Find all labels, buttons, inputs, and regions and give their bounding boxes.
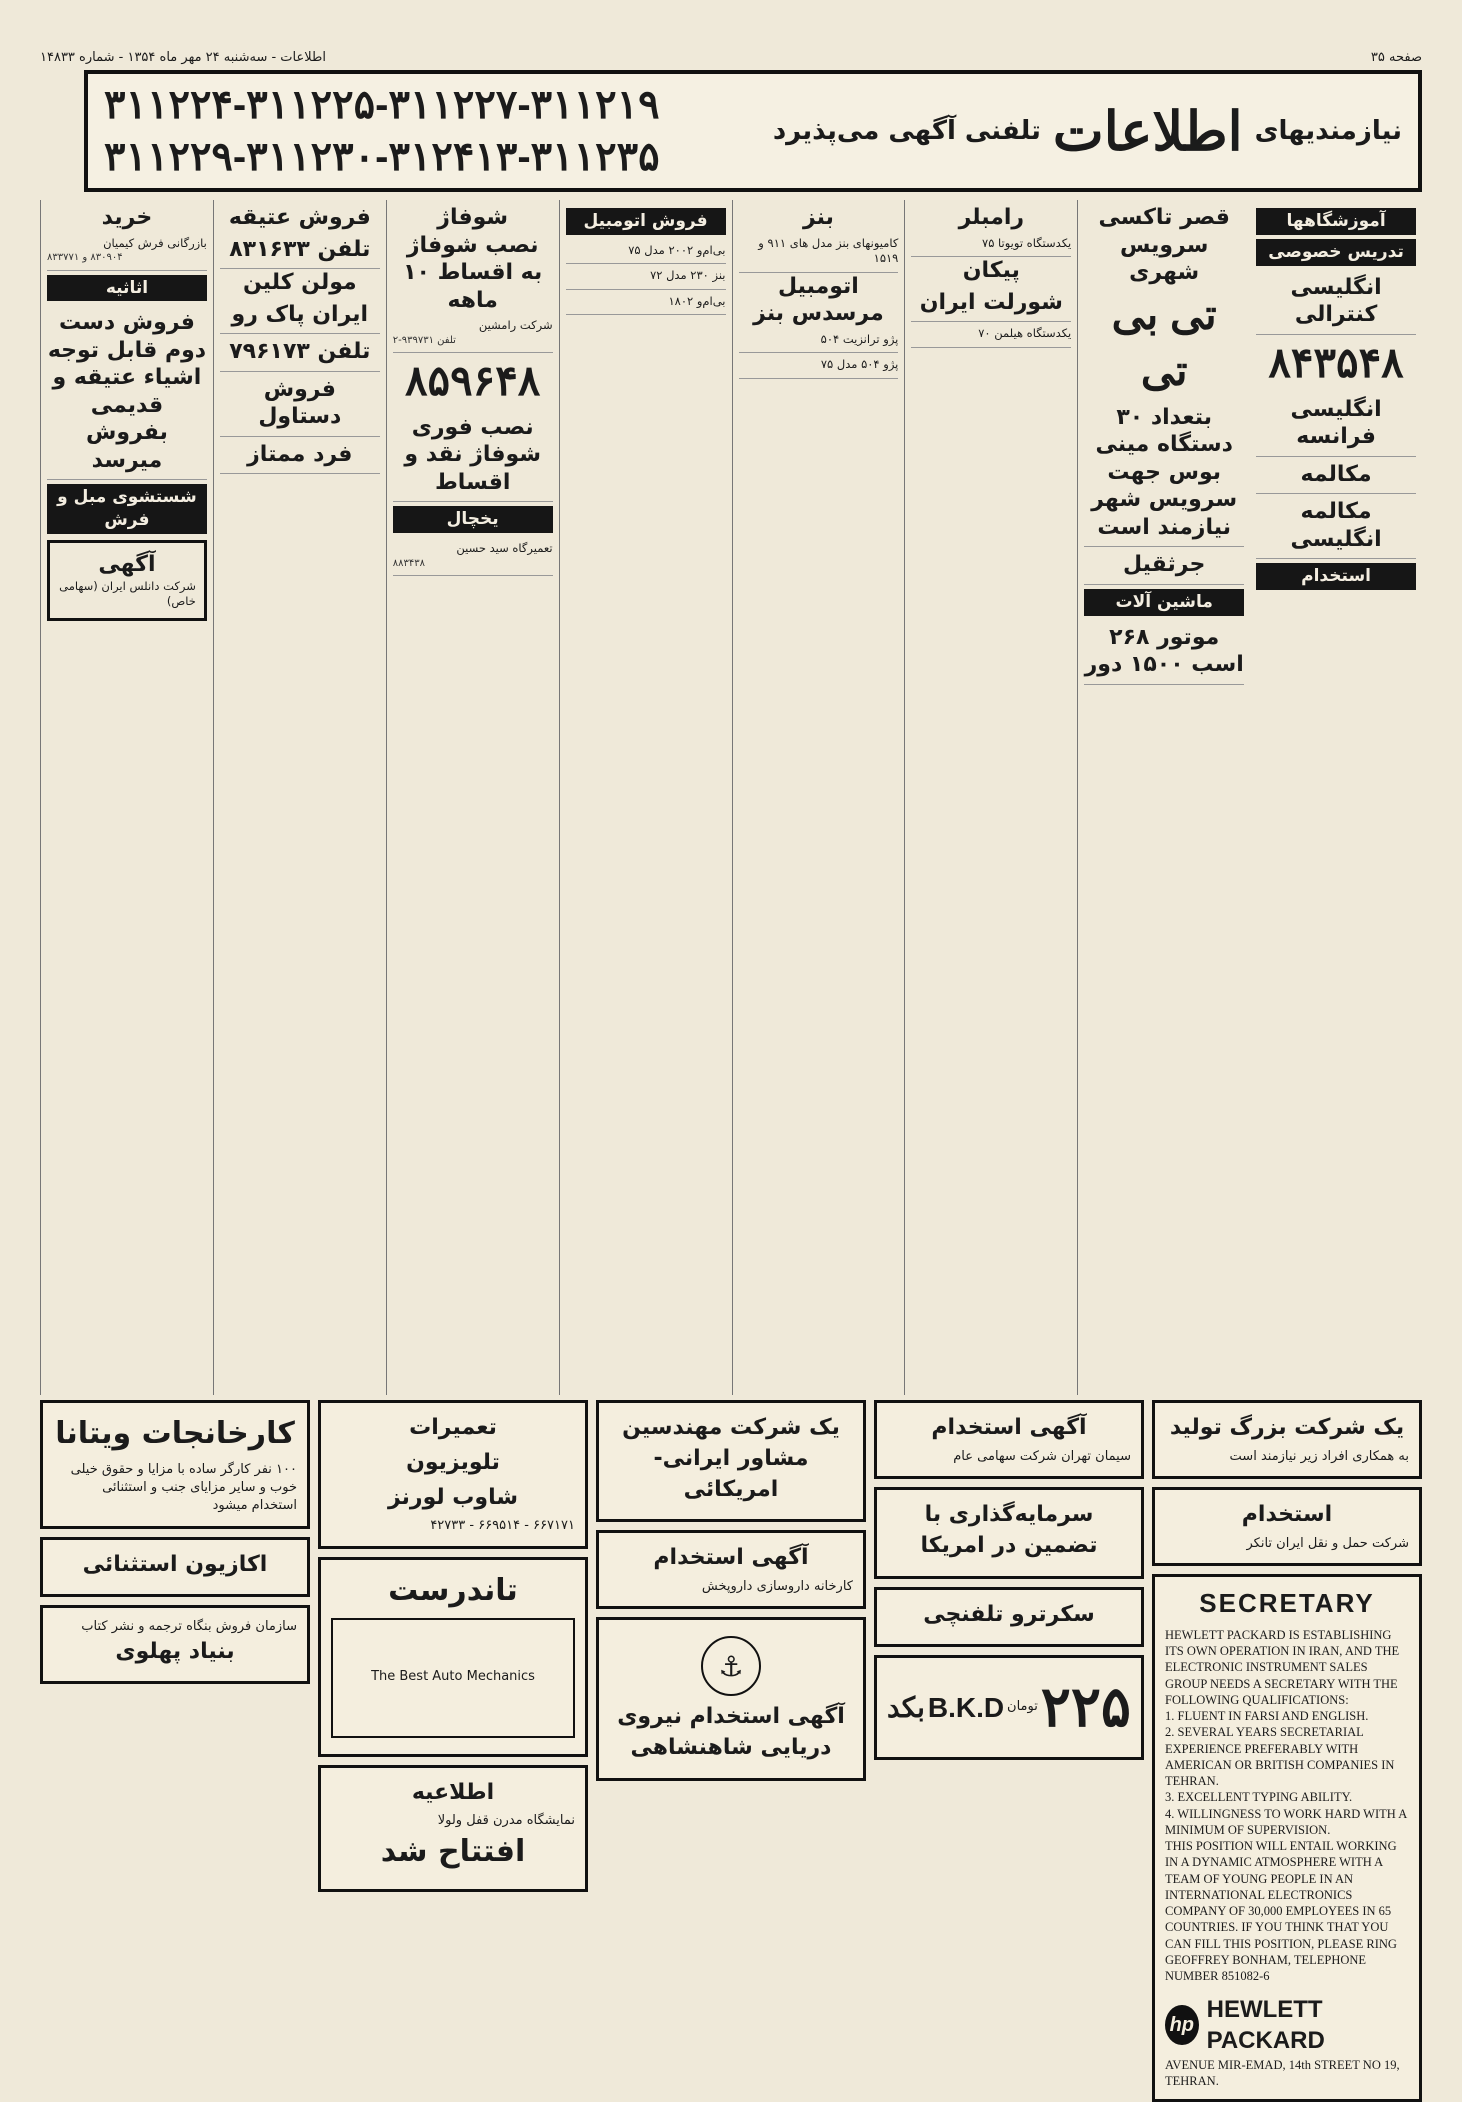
banner-phones <box>104 79 660 183</box>
ad-heading: مولن کلین <box>242 270 357 295</box>
list-item: بی‌ام‌و ۱۸۰۲ <box>566 290 726 316</box>
ad-heading: فروش عتیقه <box>228 205 371 230</box>
bkd-ad: ۲۲۵ تومان B.K.D بکد <box>874 1655 1144 1759</box>
display-ads <box>40 1400 1422 2088</box>
ad-heading: نصب شوفاژ به اقساط ۱۰ ماهه <box>403 232 543 313</box>
hp-brand: hp HEWLETT PACKARD <box>1165 1994 1409 2056</box>
company-name: تی بی تی <box>1111 290 1217 395</box>
announcement-ad: اطلاعیه نمایشگاه مدرن قفل ولولا افتتاح شد <box>318 1765 588 1892</box>
section-heading: شستشوی مبل و فرش <box>47 484 207 534</box>
list-item: بی‌ام‌و ۲۰۰۲ مدل ۷۵ <box>566 239 726 265</box>
secretary-fa-ad: سکرترو تلفنچی <box>874 1587 1144 1648</box>
page-number: صفحه ۳۵ <box>1370 49 1422 65</box>
notice-box: آگهی شرکت دانلس ایران (سهامی خاص) <box>47 540 207 621</box>
list-item: نصب فوری شوفاژ نقد و اقساط <box>393 410 553 503</box>
list-item: موتور ۲۶۸ اسب ۱۵۰۰ دور <box>1084 620 1244 685</box>
list-item: بتعداد ۳۰ دستگاه مینی بوس جهت سرویس شهر نیازمند است <box>1084 400 1244 548</box>
list-item: پژو ترانزیت ۵۰۴ <box>739 328 899 354</box>
list-item: یکدستگاه تویوتا ۷۵ <box>911 232 1071 258</box>
company-ad: یک شرکت بزرگ تولید به همکاری افراد زیر نیازمند است <box>1152 1400 1422 1479</box>
banner-prefix: نیازمندیهای <box>1254 116 1402 146</box>
hp-logo-icon: hp <box>1165 2005 1199 2045</box>
list-item: مکالمه انگلیسی <box>1256 494 1416 559</box>
classified-columns <box>40 200 1422 1395</box>
brand-logo: B.K.D <box>927 1691 1005 1723</box>
display-column-middle-right <box>318 1400 588 2018</box>
list-item: فروش دستاول <box>220 372 380 437</box>
pharma-ad: آگهی استخدام کارخانه داروسازی داروپخش <box>596 1530 866 1609</box>
page-header <box>40 46 1422 68</box>
classifieds-banner <box>84 70 1422 192</box>
vitana-ad: کارخانجات ویتانا ۱۰۰ نفر کارگر ساده با مزایا و حقوق خیلی خوب و سایر مزایای جنب و استثنائی استخدام میشود <box>40 1400 310 1529</box>
list-item: شرکت رامشین تلفن ۹۳۹۷۳۱-۲ <box>393 314 553 353</box>
list-item: یکدستگاه هیلمن ۷۰ <box>911 322 1071 348</box>
phones-row-2: ۳۱۱۲۲۹-۳۱۱۲۳۰-۳۱۲۴۱۳-۳۱۱۲۳۵ <box>104 135 660 179</box>
list-item: تلفن ۸۳۱۶۳۳ <box>220 232 380 270</box>
section-heading: استخدام <box>1256 563 1416 590</box>
banner-logo: اطلاعات <box>1052 99 1243 163</box>
list-item: پژو ۵۰۴ مدل ۷۵ <box>739 353 899 379</box>
list-item: مکالمه <box>1256 457 1416 495</box>
section-heading: آموزشگاهها <box>1256 208 1416 235</box>
list-item: انگلیسی کنترالی <box>1256 270 1416 335</box>
list-item: ایران پاک رو <box>220 297 380 335</box>
display-column-right <box>40 1400 310 2018</box>
ad-heading: رامبلر <box>958 205 1025 230</box>
column-title: خرید <box>101 205 153 230</box>
list-item: بازرگانی فرش کیمیان ۸۳۰۹۰۴ و ۸۳۳۷۷۱ <box>47 232 207 271</box>
ad-heading: قصر تاکسی <box>1098 205 1230 230</box>
list-item: فروش دست دوم قابل توجه اشیاء عتیقه و قدیمی بفروش میرسد <box>47 305 207 480</box>
ad-heading: بنز <box>802 205 834 230</box>
big-phone: ۸۵۹۶۴۸ <box>405 357 541 405</box>
list-item: انگلیسی فرانسه <box>1256 392 1416 457</box>
ad-heading: سرویس شهری <box>1120 232 1209 285</box>
ad-heading: اتومبیل مرسدس بنز <box>753 273 884 327</box>
list-item: تلفن ۷۹۶۱۷۳ <box>220 334 380 372</box>
banner-subtitle: تلفنی آگهی می‌پذیرد <box>772 116 1041 146</box>
section-heading: فروش اتومبیل <box>566 208 726 235</box>
ad-heading: پیکان <box>962 258 1020 284</box>
navy-ad: ⚓ آگهی استخدام نیروی دریایی شاهنشاهی <box>596 1617 866 1781</box>
price: ۲۲۵ <box>1040 1675 1131 1739</box>
transport-hiring-ad: استخدام شرکت حمل و نقل ایران تانکر <box>1152 1487 1422 1566</box>
column-1 <box>40 200 213 1395</box>
list-item: شورلت ایران <box>911 285 1071 323</box>
air-conditioning-ad: اکازیون استثنائی <box>40 1537 310 1598</box>
list-item: تعمیرگاه سید حسین ۸۸۳۴۳۸ <box>393 537 553 576</box>
list-item: جرثقیل <box>1084 547 1244 585</box>
repairs-ad: تعمیرات تلویزیون شاوب لورنز ۶۶۷۱۷۱ - ۶۶۹۵۱۴ - ۴۲۷۳۳ <box>318 1400 588 1549</box>
column-8 <box>1250 200 1422 1395</box>
auto-mechanics-badge: The Best Auto Mechanics <box>331 1618 575 1738</box>
section-heading: یخچال <box>393 506 553 533</box>
list-item: بنز ۲۳۰ مدل ۷۲ <box>566 264 726 290</box>
investment-ad: سرمایه‌گذاری با تضمین در امریکا <box>874 1487 1144 1579</box>
column-5 <box>732 200 905 1395</box>
section-heading: ماشین آلات <box>1084 589 1244 616</box>
translation-ad: سازمان فروش بنگاه ترجمه و نشر کتاب بنیاد پهلوی <box>40 1605 310 1684</box>
column-4 <box>559 200 732 1395</box>
hiring-ad: آگهی استخدام سیمان تهران شرکت سهامی عام <box>874 1400 1144 1479</box>
secretary-ad: SECRETARY HEWLETT PACKARD IS ESTABLISHING ITS OWN OPERATION IN IRAN, AND THE ELECTRONIC INSTRUMENT SALES GROUP NEEDS A SECRETARY WITH THE FOLLOWING QUALIFICATIONS: 1. FLUENT IN FARSI AND ENGLISH. 2. SEVERAL YEARS SECRETARIAL EXPERIENCE PREFERABLY WITH AMERICAN OR BRITISH COMPANIES IN TEHRAN. 3. EXCELLENT TYPING ABILITY. 4. WILLINGNESS TO WORK HARD WITH A MINIMUM OF SUPERVISION. THIS POSITION WILL ENTAIL WORKING IN A DYNAMIC ATMOSPHERE WITH A TEAM OF YOUNG PEOPLE IN AN INTERNATIONAL ELECTRONICS COMPANY OF 30,000 EMPLOYEES IN 65 COUNTRIES. IF YOU THINK THAT YOU CAN FILL THIS POSITION, PLEASE RING GEOFFREY BONHAM, TELEPHONE NUMBER 851082-6 hp HEWLETT PACKARD AVENUE MIR-EMAD, 14th STREET NO 19, TEHRAN. <box>1152 1574 1422 2102</box>
big-phone: ۸۴۳۵۴۸ <box>1268 338 1404 386</box>
phones-row-1: ۳۱۱۲۲۴-۳۱۱۲۲۵-۳۱۱۲۲۷-۳۱۱۲۱۹ <box>104 83 660 127</box>
tandorost-ad: تاندرست The Best Auto Mechanics <box>318 1557 588 1757</box>
column-6 <box>904 200 1077 1395</box>
engineers-ad: یک شرکت مهندسین مشاور ایرانی-امریکائی <box>596 1400 866 1522</box>
section-heading: اثاثیه <box>47 275 207 302</box>
section-heading: تدریس خصوصی <box>1256 239 1416 266</box>
ad-heading: شوفاژ <box>437 205 509 230</box>
anchor-icon: ⚓ <box>701 1636 761 1696</box>
display-column-middle <box>596 1400 866 2018</box>
issue-line: اطلاعات - سه‌شنبه ۲۴ مهر ماه ۱۳۵۴ - شماره ۱۴۸۳۳ <box>40 49 326 65</box>
display-column-middle-left <box>874 1400 1144 2018</box>
column-7 <box>1077 200 1250 1395</box>
column-2 <box>213 200 386 1395</box>
display-column-left <box>1152 1400 1422 2088</box>
list-item: فرد ممتاز <box>220 437 380 475</box>
list-item: کامیونهای بنز مدل های ۹۱۱ و ۱۵۱۹ <box>739 232 899 273</box>
column-3 <box>386 200 559 1395</box>
